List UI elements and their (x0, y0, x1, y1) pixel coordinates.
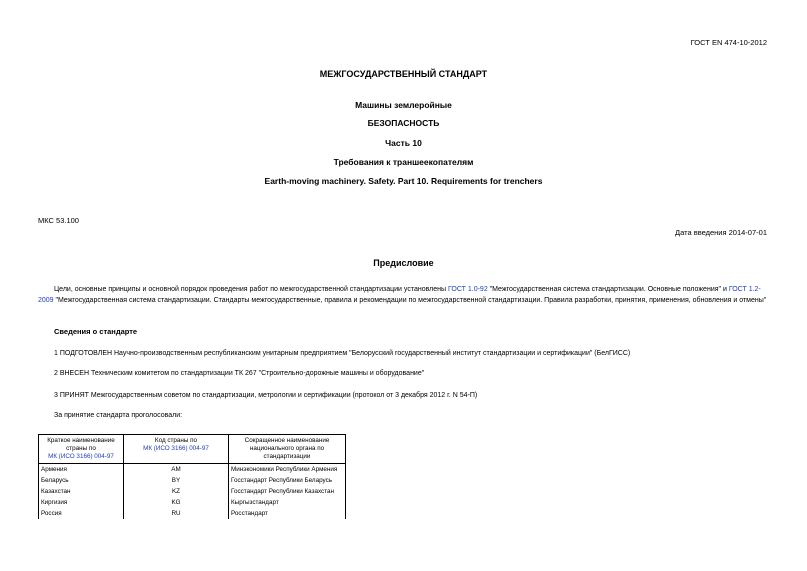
header-code-text: Код страны по (154, 437, 198, 444)
country-cell: Киргизия (39, 497, 124, 508)
title-line-2: БЕЗОПАСНОСТЬ (367, 118, 440, 128)
mks-code: МКС 53.100 (38, 216, 79, 225)
gost-1-0-92-link[interactable]: ГОСТ 1.0-92 (447, 286, 488, 293)
info-item-prepared: 1 ПОДГОТОВЛЕН Научно-производственным республиканским унитарным предприятием "Белорусский государственный институт стандартизации и сертификации" (БелГИСС) (54, 350, 631, 357)
table-row (39, 486, 346, 497)
table-row (39, 508, 346, 519)
body-cell: Минэкономики Республики Армения (229, 464, 346, 476)
header-country-link[interactable]: МК (ИСО 3166) 004-97 (48, 453, 114, 460)
table-row (39, 464, 346, 476)
body-cell: Кыргызстандарт (229, 497, 346, 508)
code-cell: RU (124, 508, 229, 519)
title-line-1: Машины землеройные (355, 100, 452, 110)
header-country-text: Краткое наименование страны по (47, 437, 115, 452)
header-national-body: Сокращенное наименование национального органа по стандартизации (229, 435, 346, 464)
title-line-3: Часть 10 (385, 138, 422, 148)
foreword-heading: Предисловие (373, 258, 434, 268)
body-cell: Госстандарт Республики Казахстан (229, 486, 346, 497)
standard-type-heading: МЕЖГОСУДАРСТВЕННЫЙ СТАНДАРТ (319, 69, 488, 79)
standard-info-heading: Сведения о стандарте (54, 327, 138, 336)
voting-countries-table (38, 434, 346, 519)
table-row (39, 497, 346, 508)
table-header-row (39, 435, 346, 464)
code-cell: AM (124, 464, 229, 476)
table-row (39, 475, 346, 486)
body-cell: Росстандарт (229, 508, 346, 519)
foreword-text-part3: "Межгосударственная система стандартизации. Стандарты межгосударственные, правила и рекомендации по межгосударственной стандартизации. Правила разработки, принятия, применения, обновления и отмены" (53, 297, 767, 304)
title-english: Earth-moving machinery. Safety. Part 10. Requirements for trenchers (264, 176, 543, 186)
voted-caption: За принятие стандарта проголосовали: (54, 412, 183, 419)
title-line-4: Требования к траншеекопателям (333, 157, 474, 167)
code-cell: KZ (124, 486, 229, 497)
foreword-paragraph (38, 284, 770, 306)
gost-1-2-2009-link[interactable]: ГОСТ 1.2-2009 (38, 286, 761, 304)
code-cell: KG (124, 497, 229, 508)
header-country-name (39, 435, 124, 464)
header-code-link[interactable]: МК (ИСО 3166) 004-97 (143, 445, 209, 452)
info-item-adopted: 3 ПРИНЯТ Межгосударственным советом по стандартизации, метрологии и сертификации (протокол от 3 декабря 2012 г. N 54-П) (54, 392, 478, 399)
header-country-code (124, 435, 229, 464)
introduction-date: Дата введения 2014-07-01 (675, 228, 767, 237)
foreword-text-part2: "Межгосударственная система стандартизации. Основные положения" и (487, 286, 729, 293)
country-cell: Казахстан (39, 486, 124, 497)
info-item-introduced: 2 ВНЕСЕН Техническим комитетом по стандартизации ТК 267 "Строительно-дорожные машины и оборудование" (54, 370, 425, 377)
foreword-text-part1: Цели, основные принципы и основной порядок проведения работ по межгосударственной стандартизации установлены (54, 286, 448, 293)
document-code: ГОСТ EN 474-10-2012 (690, 38, 767, 47)
body-cell: Госстандарт Республики Беларусь (229, 475, 346, 486)
code-cell: BY (124, 475, 229, 486)
country-cell: Армения (39, 464, 124, 476)
country-cell: Беларусь (39, 475, 124, 486)
country-cell: Россия (39, 508, 124, 519)
